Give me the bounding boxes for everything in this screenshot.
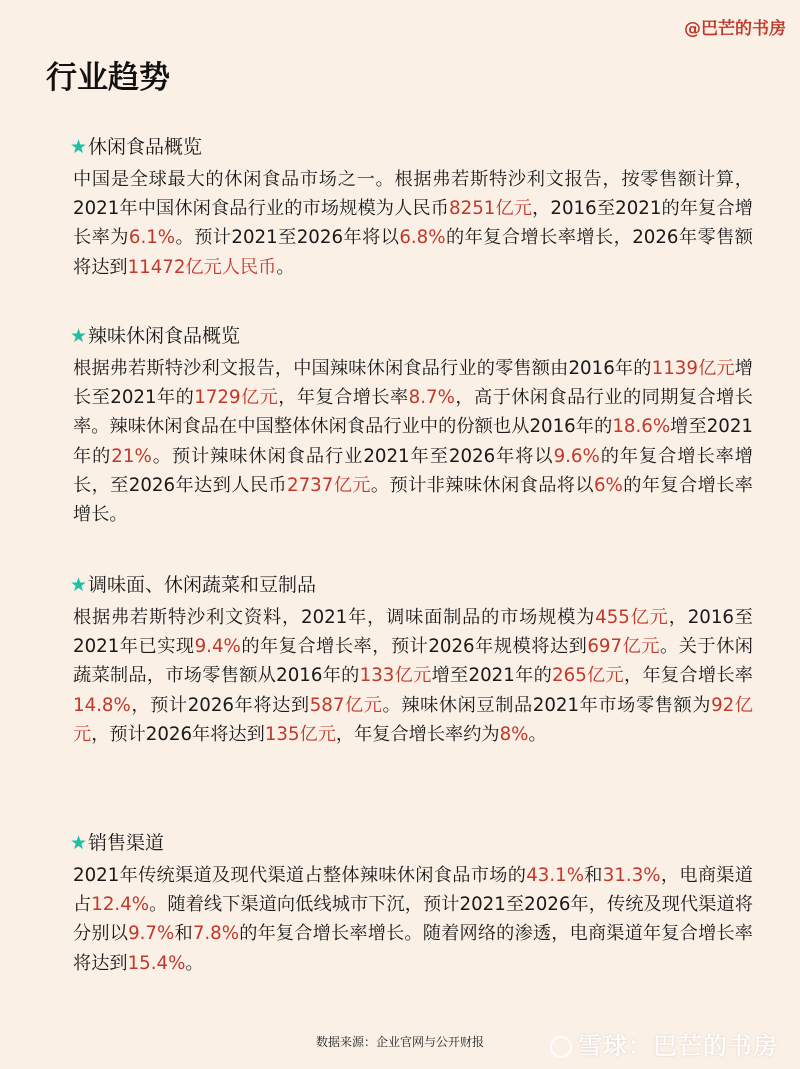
body-text: 的年复合增长率增长。 — [73, 474, 753, 526]
highlight-figure: 8251亿元 — [449, 198, 533, 220]
page-title: 行业趋势 — [46, 60, 170, 96]
highlight-figure: 135亿元 — [264, 723, 336, 745]
highlight-figure: 6.8% — [399, 227, 446, 249]
highlight-figure: 1729亿元 — [194, 387, 279, 409]
highlight-figure: 8.7% — [408, 387, 455, 409]
star-icon: ★ — [70, 325, 88, 347]
body-text: 的年复合增长率，预计2026年规模将达到 — [240, 636, 588, 658]
highlight-figure: 9.7% — [128, 923, 175, 945]
body-text: 增至2021年的 — [431, 665, 553, 687]
section-snack-overview — [70, 133, 753, 282]
body-text: 的年复合增长率增长。随着网络的渗透，电商渠道年复合增长率将达到 — [73, 923, 753, 974]
section-heading — [70, 133, 753, 161]
highlight-figure: 21% — [111, 445, 152, 467]
section-heading — [70, 571, 753, 599]
section-noodle-veg-tofu — [70, 571, 753, 749]
section-heading-text: 销售渠道 — [88, 832, 165, 854]
highlight-figure: 1139亿元 — [651, 358, 735, 379]
section-heading-text: 调味面、休闲蔬菜和豆制品 — [88, 574, 317, 596]
body-text: 。随着线下渠道向低线城市下沉，预计2021至2026年，传统及现代渠道将分别以 — [73, 894, 753, 945]
highlight-figure: 8% — [499, 723, 529, 745]
body-text: 的年复合增长率增长，2026年零售额将达到 — [73, 227, 753, 278]
section-paragraph — [73, 861, 753, 978]
highlight-figure: 15.4% — [127, 952, 186, 974]
highlight-figure: 14.8% — [73, 694, 131, 716]
body-text: 增长至2021年的 — [73, 358, 753, 409]
section-paragraph — [73, 165, 753, 282]
body-text: ，预计2026年将达到 — [91, 723, 265, 745]
highlight-figure: 18.6% — [612, 416, 671, 438]
body-text: ，2016至2021年已实现 — [73, 607, 753, 658]
body-text: 中国是全球最大的休闲食品市场之一。根据弗若斯特沙利文报告，按零售额计算，2021年中国休闲食品行业的市场规模为人民币 — [73, 169, 753, 220]
highlight-figure: 587亿元 — [309, 694, 383, 716]
body-text: ，电商渠道占 — [73, 865, 753, 916]
body-text: 和 — [584, 865, 603, 886]
body-text: 根据弗若斯特沙利文报告，中国辣味休闲食品行业的零售额由2016年的 — [73, 358, 652, 379]
section-heading-text: 辣味休闲食品概览 — [88, 325, 241, 347]
star-icon: ★ — [70, 574, 88, 596]
body-text: 。预计非辣味休闲食品将以 — [370, 474, 594, 496]
highlight-figure: 12.4% — [91, 894, 150, 916]
body-text: 。 — [528, 723, 547, 745]
section-heading — [70, 322, 753, 350]
star-icon: ★ — [70, 136, 88, 158]
highlight-figure: 43.1% — [526, 865, 584, 886]
body-text: ，年复合增长率 — [278, 387, 409, 409]
body-text: 。关于休闲蔬菜制品，市场零售额从2016年的 — [73, 636, 753, 687]
section-sales-channels — [70, 829, 753, 978]
star-icon: ★ — [70, 832, 88, 854]
body-text: 和 — [174, 923, 193, 945]
body-text: 。预计2021至2026年将以 — [175, 227, 400, 249]
body-text: 根据弗若斯特沙利文资料，2021年，调味面制品的市场规模为 — [73, 607, 596, 628]
highlight-figure: 697亿元 — [587, 636, 660, 658]
highlight-figure: 265亿元 — [552, 665, 624, 687]
highlight-figure: 9.4% — [194, 636, 241, 658]
highlight-figure: 31.3% — [602, 865, 661, 886]
author-handle: @巴芒的书房 — [684, 19, 786, 39]
snowball-logo-icon — [550, 1036, 572, 1058]
body-text: 2021年传统渠道及现代渠道占整体辣味休闲食品市场的 — [73, 865, 527, 886]
highlight-figure: 7.8% — [192, 923, 240, 945]
data-source-footer: 数据来源：企业官网与公开财报 — [315, 1035, 484, 1049]
watermark — [550, 1026, 778, 1061]
highlight-figure: 2737亿元 — [287, 474, 371, 496]
section-heading-text: 休闲食品概览 — [88, 136, 203, 158]
highlight-figure: 6% — [593, 474, 623, 496]
body-text: ，预计2026年将达到 — [130, 694, 310, 716]
body-text: 。辣味休闲豆制品2021年市场零售额为 — [382, 694, 712, 716]
section-paragraph — [73, 603, 753, 749]
highlight-figure: 133亿元 — [359, 665, 432, 687]
body-text: ，年复合增长率 — [623, 665, 753, 687]
body-text: 的年复合增长率增长，至2026年达到人民币 — [73, 445, 753, 496]
highlight-figure: 6.1% — [128, 227, 176, 249]
body-text: 。 — [185, 952, 204, 974]
section-paragraph — [73, 354, 753, 529]
body-text: 增至2021年的 — [73, 416, 753, 467]
highlight-figure: 11472亿元人民币 — [127, 256, 277, 278]
section-spicy-snack-overview — [70, 322, 753, 529]
highlight-figure: 92亿元 — [73, 694, 753, 745]
body-text: 。 — [276, 256, 295, 278]
watermark-text: 雪球：巴芒的书房 — [578, 1032, 778, 1060]
body-text: ，年复合增长率约为 — [335, 723, 500, 745]
highlight-figure: 9.6% — [553, 445, 600, 467]
body-text: ，2016至2021的年复合增长率为 — [73, 198, 753, 249]
section-heading — [70, 829, 753, 857]
body-text: 。预计辣味休闲食品行业2021年至2026年将以 — [151, 445, 554, 467]
body-text: ，高于休闲食品行业的同期复合增长率。辣味休闲食品在中国整体休闲食品行业中的份额也从2016年的 — [73, 387, 753, 438]
highlight-figure: 455亿元 — [595, 607, 669, 628]
